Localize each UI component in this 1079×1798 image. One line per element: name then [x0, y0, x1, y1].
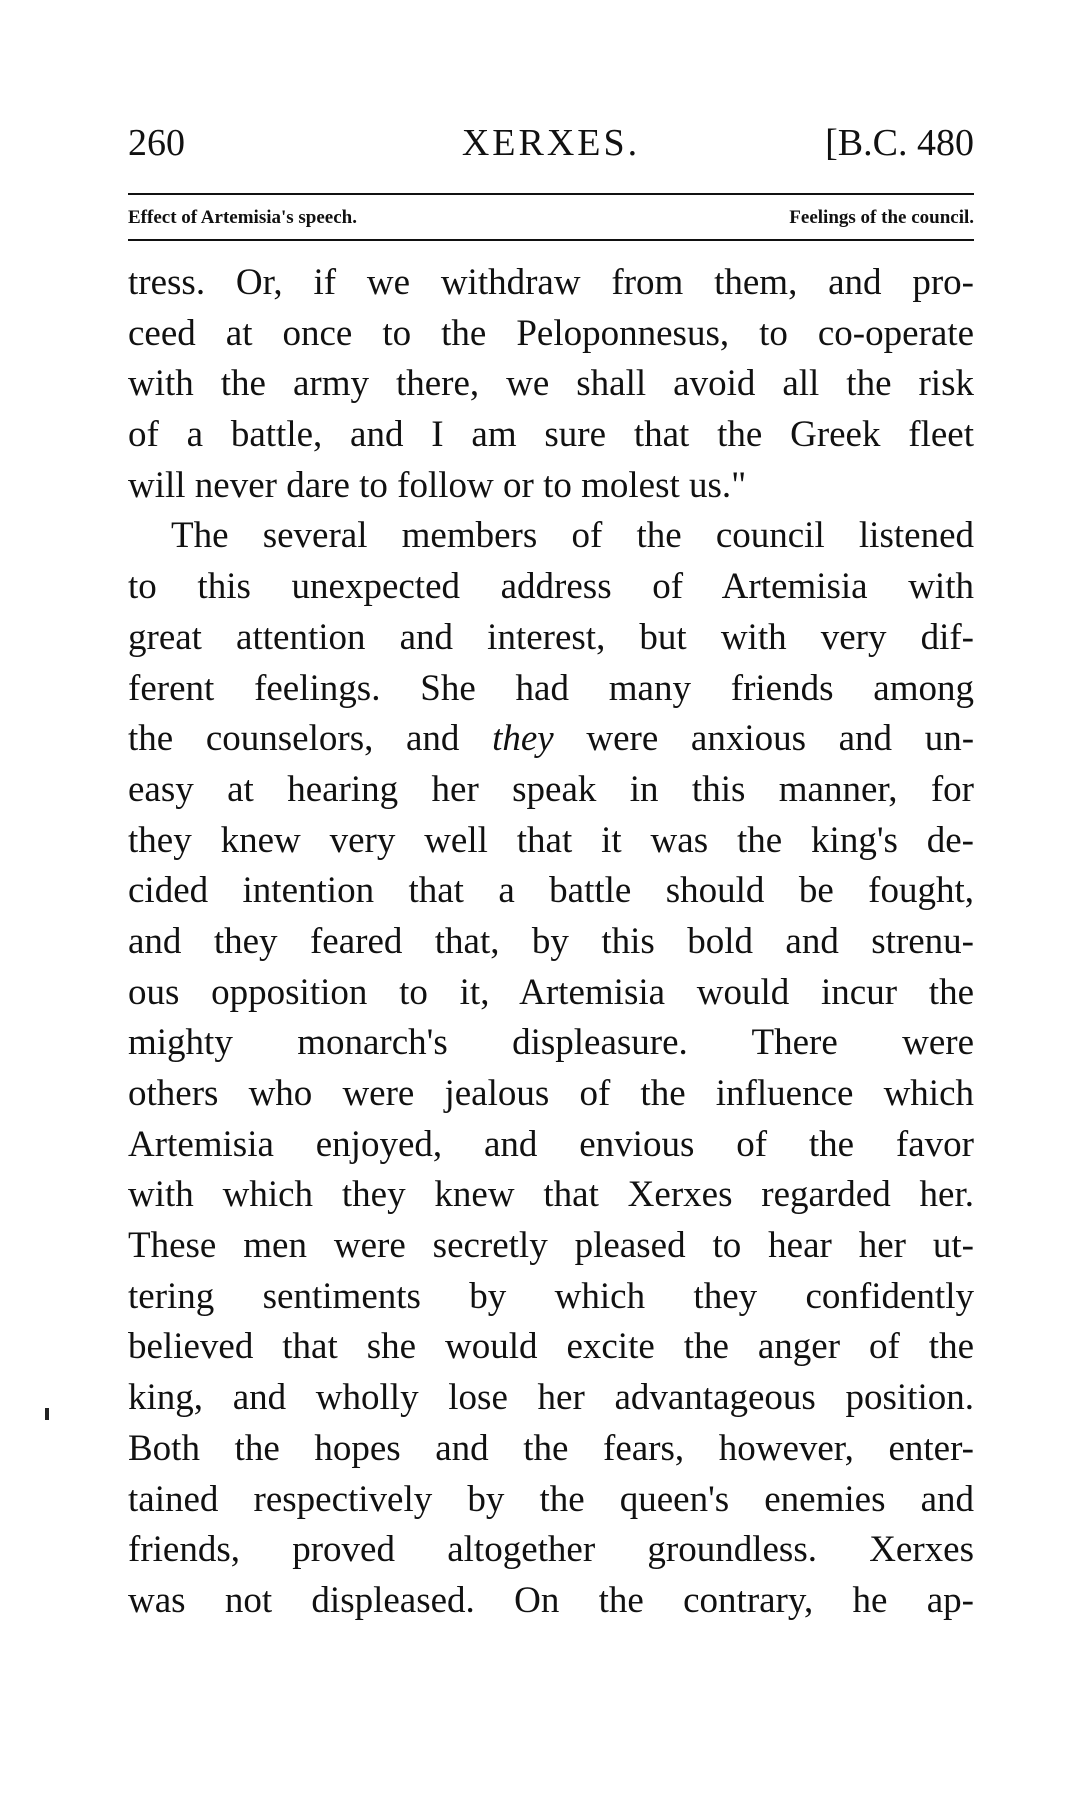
- text-line-part: the counselors, and: [128, 718, 460, 760]
- text-line: tering sentiments by which they confidently: [128, 1275, 974, 1317]
- text-line: believed that she would excite the anger of the: [128, 1326, 974, 1368]
- text-line: of a battle, and I am sure that the Greek fleet: [128, 414, 974, 456]
- text-line: These men were secretly pleased to hear her ut-: [128, 1225, 974, 1267]
- text-line: was not displeased. On the contrary, he ap-: [128, 1579, 974, 1621]
- text-line: The several members of the council listened: [171, 515, 974, 557]
- page-number: 260: [128, 122, 185, 164]
- text-line: ferent feelings. She had many friends among: [128, 667, 974, 709]
- text-line: with which they knew that Xerxes regarded her.: [128, 1174, 974, 1216]
- text-line: ous opposition to it, Artemisia would incur the: [128, 971, 974, 1013]
- subhead-left: Effect of Artemisia's speech.: [128, 207, 357, 228]
- text-line-with-emphasis: [128, 714, 974, 765]
- text-line: mighty monarch's displeasure. There were: [128, 1022, 974, 1064]
- text-line: will never dare to follow or to molest us.": [128, 464, 747, 506]
- book-title: XERXES.: [461, 122, 641, 164]
- running-head: [128, 118, 974, 168]
- text-line-part: were anxious and un-: [586, 718, 975, 760]
- text-line: tained respectively by the queen's enemies and: [128, 1478, 974, 1520]
- text-line: tress. Or, if we withdraw from them, and pro-: [128, 262, 974, 303]
- body-text: [128, 258, 974, 1627]
- subhead-right: Feelings of the council.: [789, 207, 974, 228]
- margin-mark: [45, 1408, 49, 1420]
- text-line: great attention and interest, but with very dif-: [128, 616, 974, 658]
- text-line: others who were jealous of the influence which: [128, 1073, 974, 1114]
- text-line: and they feared that, by this bold and strenu-: [128, 920, 974, 962]
- subheadings: [128, 203, 974, 233]
- text-line: they knew very well that it was the king's de-: [128, 819, 974, 861]
- text-line: king, and wholly lose her advantageous position.: [128, 1377, 974, 1419]
- text-line: to this unexpected address of Artemisia with: [128, 566, 974, 608]
- header-rule-top: [128, 193, 974, 195]
- emphasized-word: they: [492, 718, 554, 760]
- text-line: with the army there, we shall avoid all the risk: [128, 363, 974, 405]
- text-line: Both the hopes and the fears, however, enter-: [128, 1427, 974, 1469]
- text-line: cided intention that a battle should be fought,: [128, 870, 974, 912]
- text-line: ceed at once to the Peloponnesus, to co-operate: [128, 312, 974, 354]
- text-line: Artemisia enjoyed, and envious of the favor: [128, 1123, 974, 1165]
- year-marker: [B.C. 480: [825, 122, 974, 164]
- text-line: friends, proved altogether groundless. Xerxes: [128, 1529, 974, 1571]
- text-line: easy at hearing her speak in this manner, for: [128, 768, 974, 810]
- header-rule-bottom: [128, 239, 974, 241]
